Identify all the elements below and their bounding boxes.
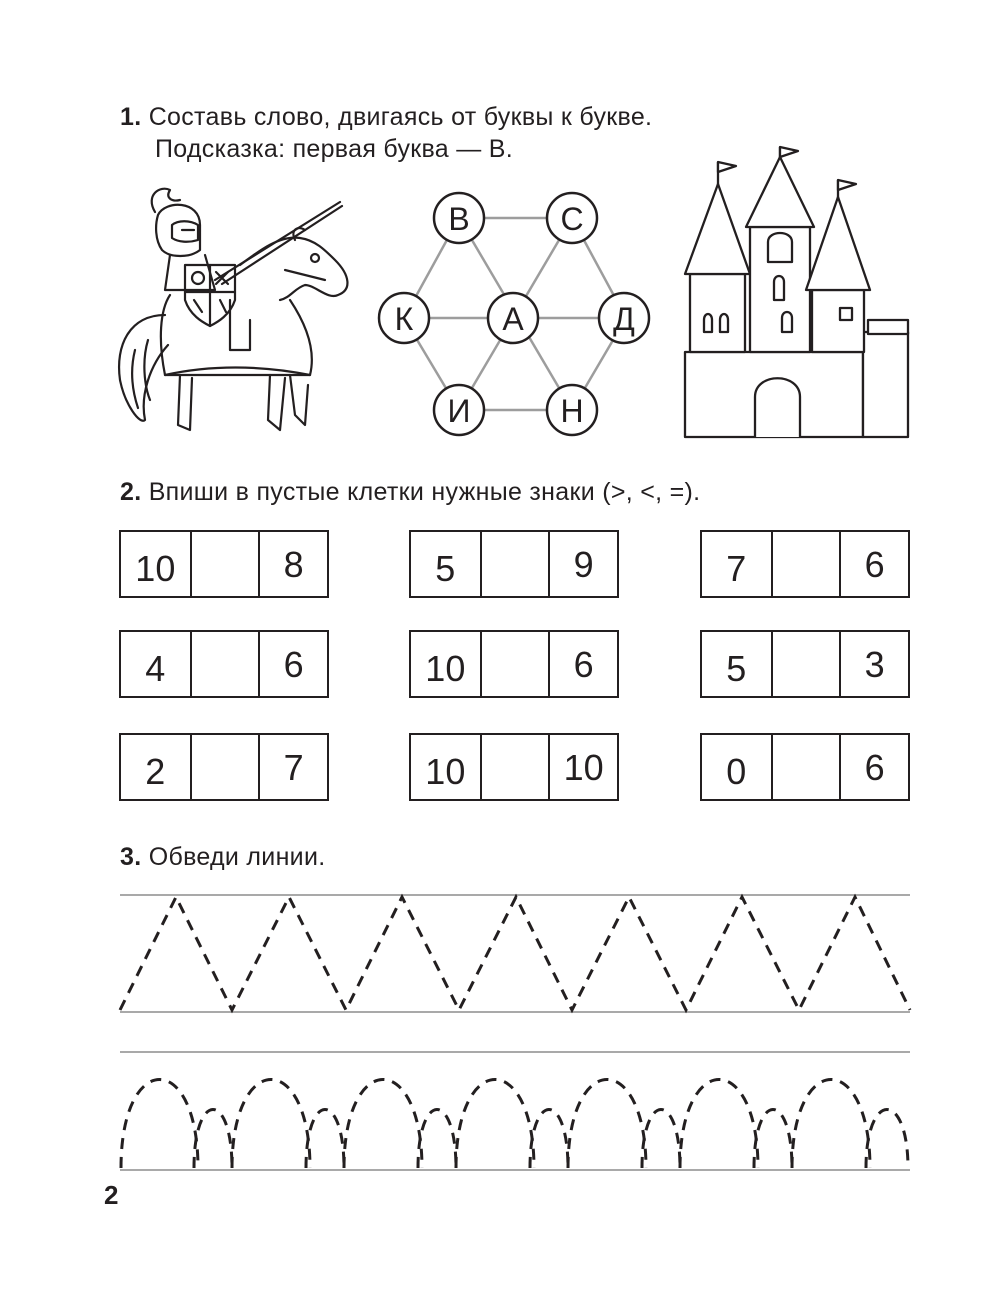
- right-number: 6: [864, 544, 885, 585]
- right-number: 10: [563, 747, 604, 788]
- page-number: 2: [104, 1180, 119, 1210]
- letter-top-left: В: [448, 201, 470, 237]
- left-number: 4: [145, 648, 166, 689]
- task1-number: 1.: [120, 103, 142, 131]
- task3-instruction: Обведи линии.: [148, 843, 326, 871]
- task2-number: 2.: [120, 478, 142, 506]
- task3-number: 3.: [120, 843, 142, 871]
- letter-bottom-left: И: [447, 393, 471, 429]
- letter-right: Д: [613, 301, 635, 337]
- left-number: 7: [726, 548, 747, 589]
- right-number: 8: [283, 544, 304, 585]
- left-number: 0: [726, 751, 747, 792]
- right-number: 9: [573, 544, 594, 585]
- right-number: 3: [864, 644, 885, 685]
- left-number: 10: [425, 648, 466, 689]
- left-number: 10: [425, 751, 466, 792]
- task1-instruction: Составь слово, двигаясь от буквы к букве.: [148, 103, 653, 131]
- dashed-arches-line[interactable]: [121, 1080, 908, 1169]
- right-number: 7: [283, 747, 304, 788]
- task1-hint: Подсказка: первая буква — В.: [155, 135, 514, 163]
- letter-bottom-right: Н: [560, 393, 584, 429]
- right-number: 6: [864, 747, 885, 788]
- left-number: 5: [726, 648, 747, 689]
- task2-instruction: Впиши в пустые клетки нужные знаки (>, <, =).: [148, 478, 701, 506]
- dashed-zigzag-line[interactable]: [120, 897, 910, 1010]
- letter-top-right: С: [560, 201, 584, 237]
- left-number: 2: [145, 751, 166, 792]
- right-number: 6: [283, 644, 304, 685]
- left-number: 10: [135, 548, 176, 589]
- left-number: 5: [435, 548, 456, 589]
- right-number: 6: [573, 644, 594, 685]
- letter-center: А: [502, 301, 524, 337]
- letter-left: К: [394, 301, 414, 337]
